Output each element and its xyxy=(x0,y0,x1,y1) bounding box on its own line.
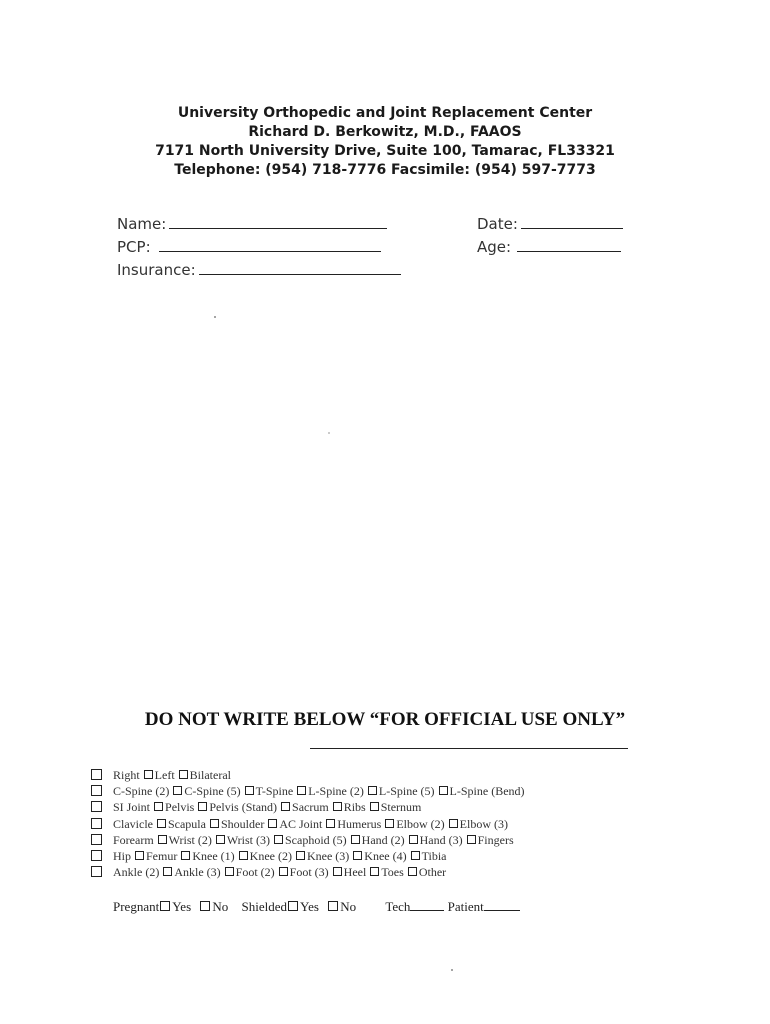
option-checkbox[interactable] xyxy=(467,835,476,844)
option-label: Elbow (2) xyxy=(396,816,445,831)
checklist-row xyxy=(91,816,525,832)
option-checkbox[interactable] xyxy=(144,770,153,779)
option-checkbox[interactable] xyxy=(326,819,335,828)
option-label: Sternum xyxy=(380,800,422,815)
option-checkbox[interactable] xyxy=(274,835,283,844)
option-checkbox[interactable] xyxy=(370,867,379,876)
option-label: Foot (2) xyxy=(235,865,275,880)
tech-label: Tech xyxy=(385,899,411,914)
option-checkbox[interactable] xyxy=(408,867,417,876)
checklist-option xyxy=(296,784,364,798)
option-label: Ankle (2) xyxy=(113,865,160,880)
option-label: Foot (3) xyxy=(289,865,329,880)
checklist-option xyxy=(157,833,212,847)
checklist-option xyxy=(113,800,150,814)
official-use-rule xyxy=(310,748,628,749)
official-use-heading: DO NOT WRITE BELOW “FOR OFFICIAL USE ONLY” xyxy=(144,709,626,730)
shielded-no-label: No xyxy=(340,899,357,914)
row-select-checkbox[interactable] xyxy=(91,785,102,796)
option-checkbox[interactable] xyxy=(333,802,342,811)
option-label: Left xyxy=(154,768,175,782)
option-label: Wrist (2) xyxy=(168,832,212,847)
option-label: C-Spine (5) xyxy=(184,784,241,799)
checklist-option xyxy=(325,817,381,831)
option-checkbox[interactable] xyxy=(181,851,190,860)
checklist-option xyxy=(407,865,446,879)
bottom-status-line xyxy=(113,899,520,915)
pcp-field xyxy=(117,238,381,256)
checklist-row xyxy=(91,864,525,880)
pregnant-label: Pregnant xyxy=(113,899,160,914)
checklist-option xyxy=(384,817,444,831)
checklist-row xyxy=(91,767,525,783)
option-checkbox[interactable] xyxy=(173,786,182,795)
option-checkbox[interactable] xyxy=(158,835,167,844)
option-checkbox[interactable] xyxy=(353,851,362,860)
checklist-option xyxy=(410,849,447,863)
checklist-option xyxy=(369,865,404,879)
row-select-checkbox[interactable] xyxy=(91,866,102,877)
age-field xyxy=(477,238,621,256)
row-select-checkbox[interactable] xyxy=(91,834,102,845)
checklist-option xyxy=(466,833,514,847)
checklist-option xyxy=(295,849,349,863)
option-checkbox[interactable] xyxy=(385,819,394,828)
option-checkbox[interactable] xyxy=(297,786,306,795)
option-label: Wrist (3) xyxy=(226,832,270,847)
checklist-row xyxy=(91,832,525,848)
option-checkbox[interactable] xyxy=(279,867,288,876)
age-label: Age: xyxy=(477,238,512,256)
practice-address: 7171 North University Drive, Suite 100, Tamarac, FL33321 xyxy=(155,143,615,159)
option-checkbox[interactable] xyxy=(411,851,420,860)
age-input-line[interactable] xyxy=(517,250,621,252)
checklist-option xyxy=(369,800,422,814)
option-label: Toes xyxy=(381,865,404,880)
pregnant-yes-label: Yes xyxy=(172,899,192,914)
option-label: Sacrum xyxy=(292,800,329,815)
option-label: Shoulder xyxy=(220,816,265,831)
date-input-line[interactable] xyxy=(521,227,623,229)
checklist-option xyxy=(352,849,406,863)
option-label: L-Spine (5) xyxy=(378,784,435,799)
insurance-input-line[interactable] xyxy=(199,273,401,275)
checklist-option xyxy=(153,800,194,814)
option-checkbox[interactable] xyxy=(245,786,254,795)
checklist-row xyxy=(91,799,525,815)
option-label: Tibia xyxy=(421,848,447,863)
option-label: Knee (3) xyxy=(306,848,350,863)
checklist-option xyxy=(134,849,177,863)
option-label: Forearm xyxy=(113,832,154,847)
checklist-option xyxy=(332,800,366,814)
option-label: Hip xyxy=(113,848,131,863)
physician-name: Richard D. Berkowitz, M.D., FAAOS xyxy=(248,124,522,140)
option-label: Elbow (3) xyxy=(459,816,508,831)
checklist-option xyxy=(113,817,153,831)
option-label: Hand (3) xyxy=(419,832,463,847)
scan-speck xyxy=(451,969,453,971)
option-checkbox[interactable] xyxy=(216,835,225,844)
pregnant-no-checkbox[interactable] xyxy=(200,901,210,911)
option-label: Hand (2) xyxy=(361,832,405,847)
row-select-checkbox[interactable] xyxy=(91,818,102,829)
pregnant-yes-checkbox[interactable] xyxy=(160,901,170,911)
option-label: Pelvis xyxy=(165,800,195,815)
option-checkbox[interactable] xyxy=(296,851,305,860)
option-checkbox[interactable] xyxy=(225,867,234,876)
shielded-yes-checkbox[interactable] xyxy=(288,901,298,911)
checklist-option xyxy=(267,817,322,831)
option-checkbox[interactable] xyxy=(163,867,172,876)
checklist-option xyxy=(278,865,329,879)
option-label: Bilateral xyxy=(189,768,231,782)
patient-label: Patient xyxy=(447,899,484,914)
checklist-option xyxy=(244,784,294,798)
option-label: Humerus xyxy=(337,816,382,831)
option-checkbox[interactable] xyxy=(370,802,379,811)
option-label: Femur xyxy=(146,848,178,863)
tech-input-line[interactable] xyxy=(410,909,444,911)
date-label: Date: xyxy=(477,215,518,233)
checklist-option xyxy=(332,865,367,879)
row-select-checkbox[interactable] xyxy=(91,801,102,812)
row-select-checkbox[interactable] xyxy=(91,850,102,861)
checklist-option xyxy=(113,865,159,879)
exam-checklist xyxy=(91,767,525,880)
option-checkbox[interactable] xyxy=(351,835,360,844)
checklist-row xyxy=(91,783,525,799)
checklist-option xyxy=(350,833,405,847)
option-label: T-Spine xyxy=(255,784,294,799)
checklist-option xyxy=(209,817,264,831)
checklist-option xyxy=(273,833,347,847)
option-label: AC Joint xyxy=(279,816,323,831)
option-label: Pelvis (Stand) xyxy=(209,800,278,815)
option-label: Clavicle xyxy=(113,816,153,831)
option-label: Ankle (3) xyxy=(174,865,221,880)
practice-phone-fax: Telephone: (954) 718-7776 Facsimile: (954) 597-7773 xyxy=(174,162,596,178)
option-checkbox[interactable] xyxy=(135,851,144,860)
checklist-option xyxy=(448,817,508,831)
option-checkbox[interactable] xyxy=(198,802,207,811)
option-checkbox[interactable] xyxy=(179,770,188,779)
checklist-option xyxy=(280,800,329,814)
shielded-label: Shielded xyxy=(241,899,288,914)
checklist-option xyxy=(180,849,234,863)
option-label: SI Joint xyxy=(113,800,151,815)
scan-speck xyxy=(214,316,216,318)
checklist-option xyxy=(113,833,154,847)
practice-header xyxy=(0,104,770,180)
option-checkbox[interactable] xyxy=(154,802,163,811)
option-checkbox[interactable] xyxy=(210,819,219,828)
option-label: L-Spine (Bend) xyxy=(449,784,525,799)
option-label: Scaphoid (5) xyxy=(285,832,347,847)
option-label: Knee (2) xyxy=(249,848,292,863)
practice-name: University Orthopedic and Joint Replacement Center xyxy=(177,105,593,121)
checklist-option xyxy=(156,817,206,831)
checklist-option xyxy=(224,865,275,879)
checklist-option xyxy=(143,768,175,782)
checklist-option xyxy=(113,784,169,798)
pcp-input-line[interactable] xyxy=(159,250,381,252)
name-label: Name: xyxy=(117,215,167,233)
name-field xyxy=(117,215,387,233)
checklist-option xyxy=(172,784,240,798)
checklist-option xyxy=(408,833,463,847)
checklist-option xyxy=(197,800,277,814)
option-checkbox[interactable] xyxy=(281,802,290,811)
option-label: Scapula xyxy=(167,816,206,831)
checklist-option xyxy=(238,849,292,863)
checklist-option xyxy=(113,768,140,782)
pregnant-no-label: No xyxy=(212,899,229,914)
option-label: Other xyxy=(418,865,447,880)
checklist-option xyxy=(178,768,231,782)
checklist-option xyxy=(113,849,131,863)
option-checkbox[interactable] xyxy=(157,819,166,828)
option-checkbox[interactable] xyxy=(409,835,418,844)
checklist-option xyxy=(162,865,220,879)
option-checkbox[interactable] xyxy=(333,867,342,876)
option-checkbox[interactable] xyxy=(449,819,458,828)
date-field xyxy=(477,215,623,233)
option-label: Knee (1) xyxy=(192,848,235,863)
option-label: Knee (4) xyxy=(364,848,407,863)
insurance-field xyxy=(117,261,401,279)
option-checkbox[interactable] xyxy=(268,819,277,828)
shielded-yes-label: Yes xyxy=(300,899,319,914)
option-checkbox[interactable] xyxy=(368,786,377,795)
checklist-option xyxy=(438,784,525,798)
checklist-row xyxy=(91,848,525,864)
option-checkbox[interactable] xyxy=(239,851,248,860)
option-label: Ribs xyxy=(343,800,366,815)
scan-speck xyxy=(328,432,330,434)
name-input-line[interactable] xyxy=(169,227,387,229)
option-label: C-Spine (2) xyxy=(113,784,170,799)
option-label: Heel xyxy=(343,865,367,880)
option-checkbox[interactable] xyxy=(439,786,448,795)
checklist-option xyxy=(215,833,270,847)
option-label: Fingers xyxy=(477,832,514,847)
patient-input-line[interactable] xyxy=(484,909,520,911)
insurance-label: Insurance: xyxy=(117,261,196,279)
checklist-option xyxy=(367,784,435,798)
pcp-label: PCP: xyxy=(117,238,151,256)
option-label: Right xyxy=(113,768,140,782)
row-select-checkbox[interactable] xyxy=(91,769,102,780)
shielded-no-checkbox[interactable] xyxy=(328,901,338,911)
option-label: L-Spine (2) xyxy=(308,784,364,799)
